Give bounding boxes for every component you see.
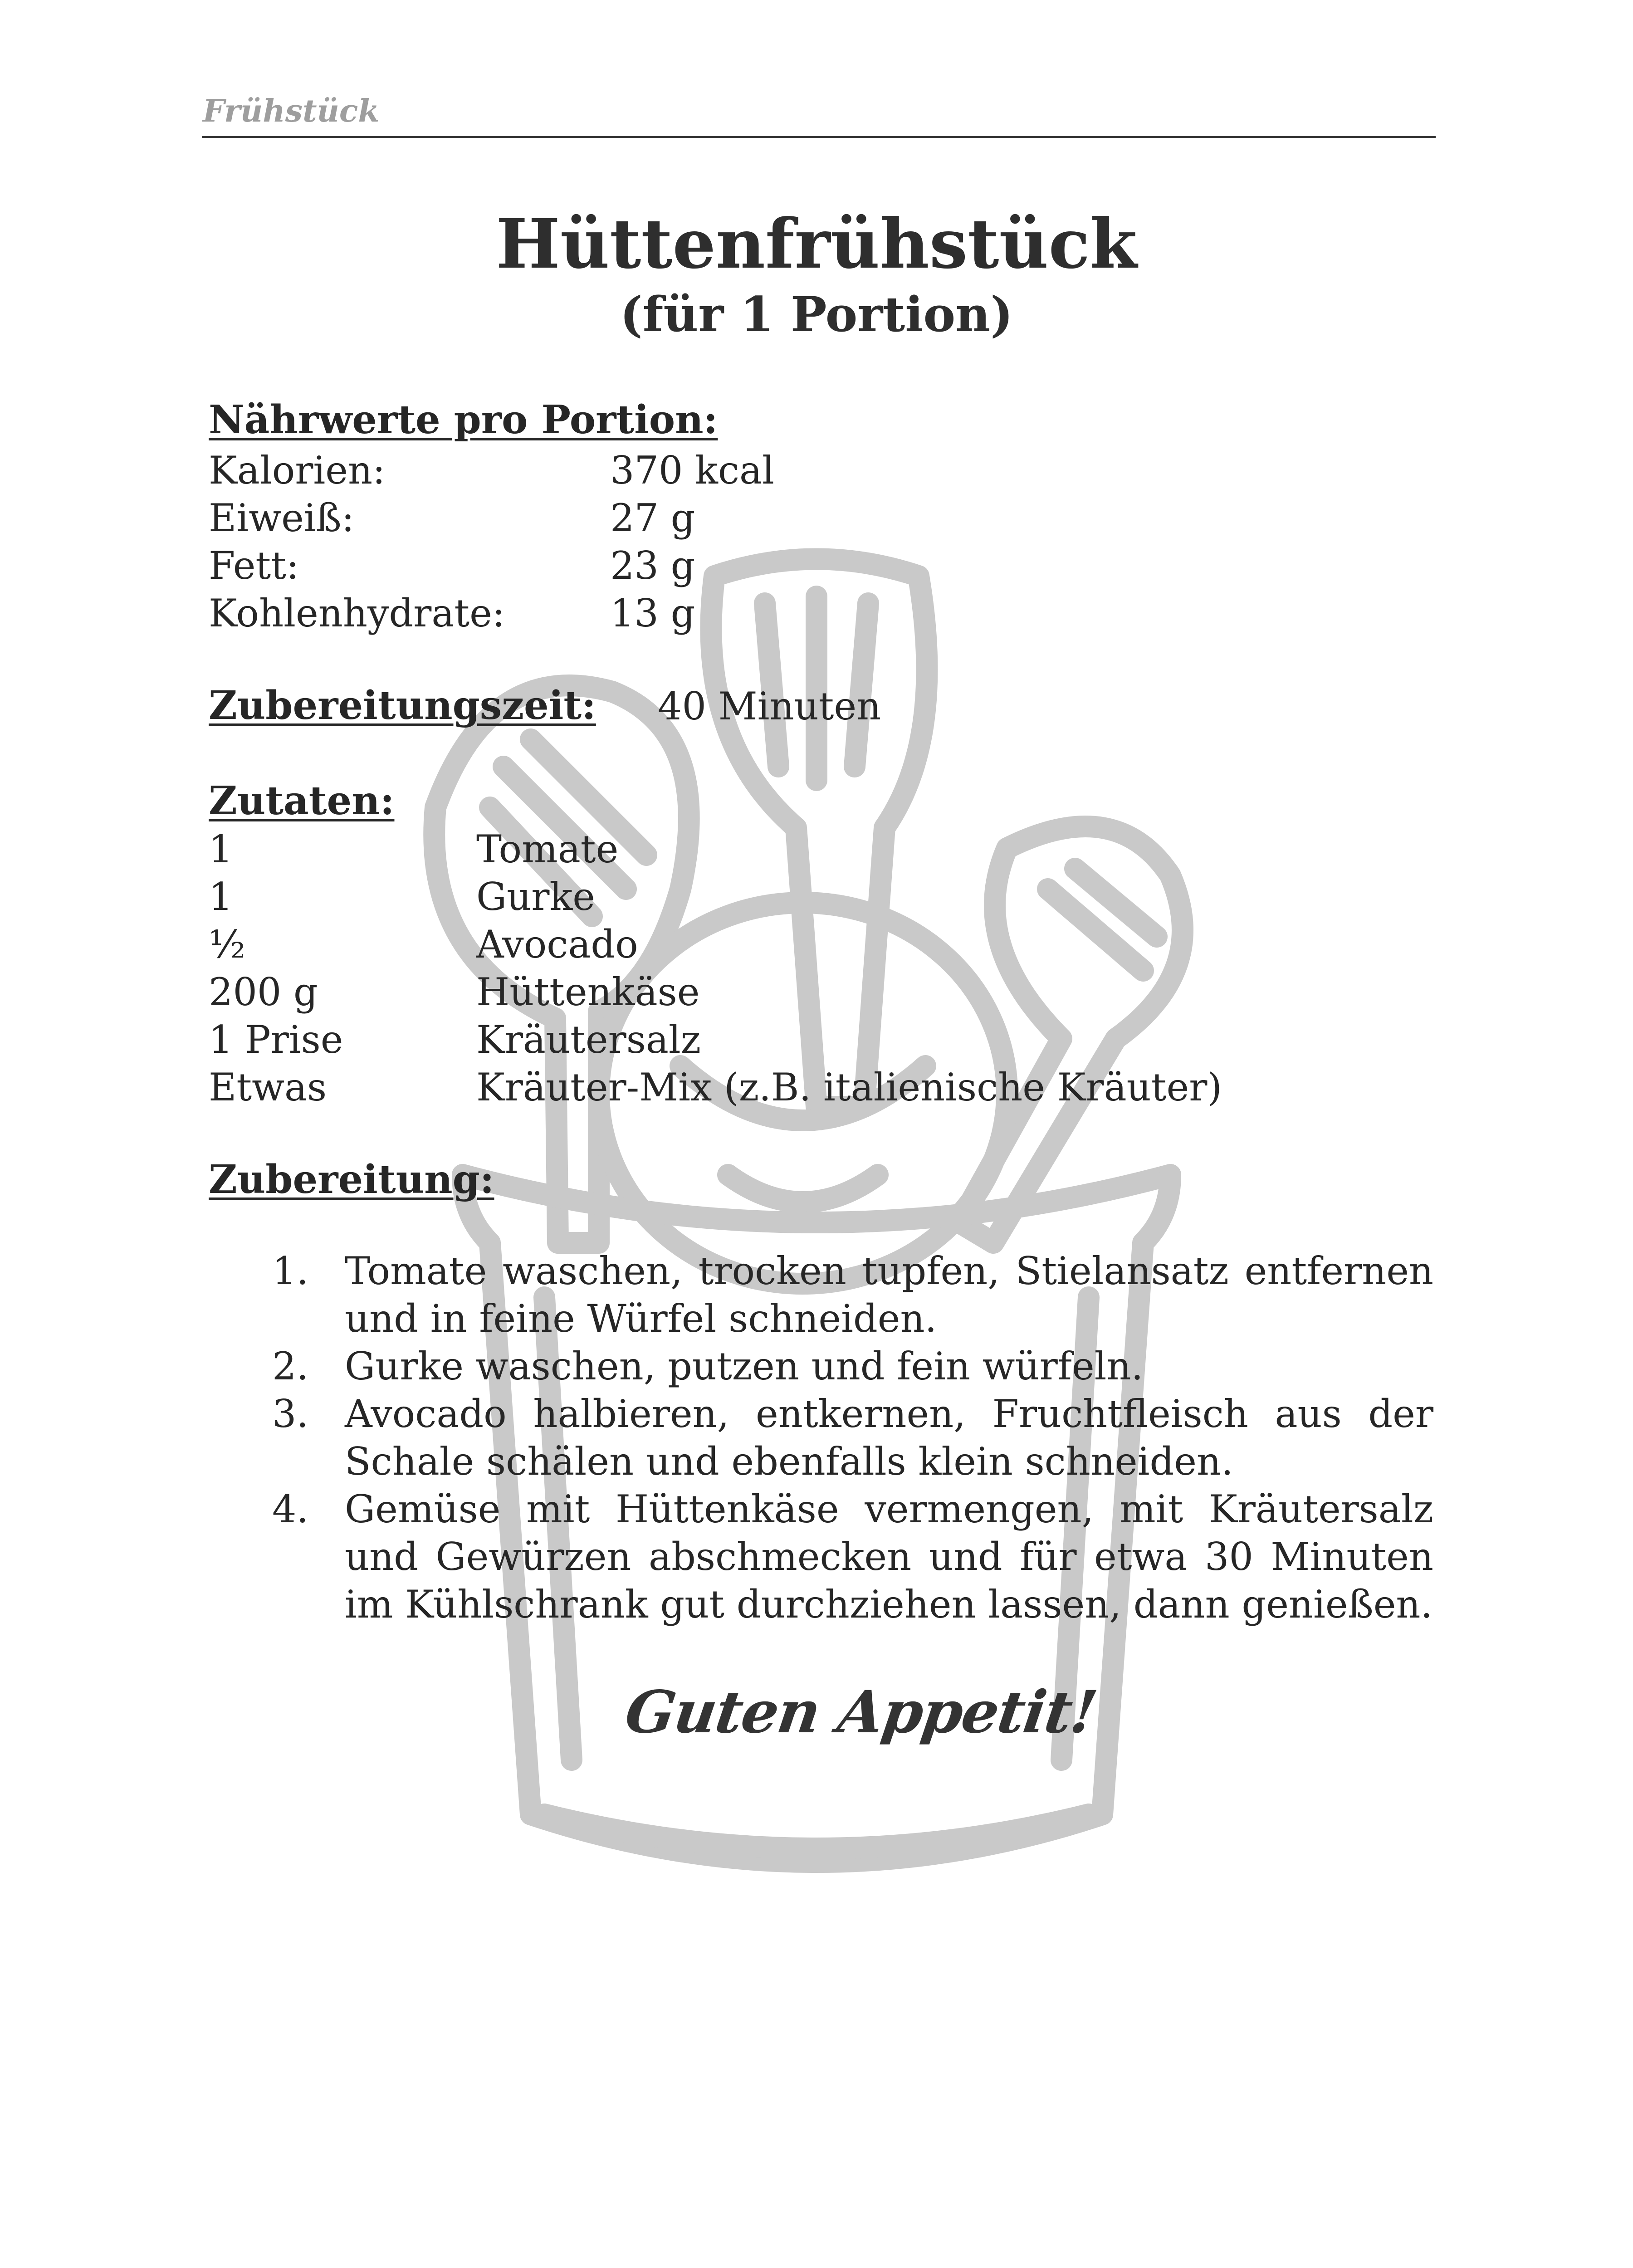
- step-text: Tomate waschen, trocken tupfen, Stielansatz entfernen und in feine Würfel schneiden.: [345, 1249, 1433, 1341]
- ingredient-qty: 1 Prise: [209, 1017, 343, 1062]
- ingredient-name: Kräuter-Mix (z.B. italienische Kräuter): [476, 1065, 1222, 1110]
- ingredient-qty: 1: [209, 875, 233, 919]
- nutrition-value-carbs: 13 g: [610, 591, 695, 635]
- ingredient-name: Kräutersalz: [476, 1017, 701, 1062]
- running-header: Frühstück: [203, 93, 380, 129]
- list-item: [272, 1343, 1433, 1390]
- ingredient-name: Tomate: [476, 827, 619, 871]
- ingredient-name: Gurke: [476, 875, 595, 919]
- preparation-steps: [272, 1247, 1433, 1628]
- nutrition-heading: Nährwerte pro Portion:: [209, 397, 718, 443]
- nutrition-value-calories: 370 kcal: [610, 448, 774, 493]
- ingredient-name: Avocado: [476, 922, 638, 967]
- step-number: 2.: [272, 1344, 309, 1388]
- prep-time-value: 40 Minuten: [658, 684, 881, 728]
- nutrition-label-fat: Fett:: [209, 543, 299, 588]
- step-text: Avocado halbieren, entkernen, Fruchtfleisch aus der Schale schälen und ebenfalls klein schneiden.: [345, 1392, 1433, 1484]
- nutrition-label-carbs: Kohlenhydrate:: [209, 591, 505, 635]
- nutrition-value-protein: 27 g: [610, 496, 695, 540]
- nutrition-label-calories: Kalorien:: [209, 448, 386, 493]
- list-item: [272, 1247, 1433, 1343]
- step-number: 3.: [272, 1392, 309, 1436]
- closing-text: Guten Appetit!: [621, 1678, 1100, 1746]
- step-text: Gurke waschen, putzen und fein würfeln.: [345, 1344, 1144, 1388]
- list-item: [272, 1486, 1433, 1628]
- ingredient-qty: 200 g: [209, 970, 318, 1014]
- ingredient-name: Hüttenkäse: [476, 970, 700, 1014]
- ingredient-qty: Etwas: [209, 1065, 327, 1110]
- header-rule: [202, 136, 1436, 138]
- ingredients-heading: Zutaten:: [209, 778, 395, 824]
- list-item: [272, 1390, 1433, 1486]
- prep-time-heading: Zubereitungszeit:: [209, 683, 596, 728]
- step-text: Gemüse mit Hüttenkäse vermengen, mit Kräutersalz und Gewürzen abschmecken und für etwa 30 Minuten im Kühlschrank gut durchziehen lassen, dann genießen.: [345, 1487, 1433, 1627]
- nutrition-label-protein: Eiweiß:: [209, 496, 355, 540]
- recipe-portion: (für 1 Portion): [620, 286, 1013, 342]
- step-number: 4.: [272, 1487, 309, 1531]
- ingredient-qty: ½: [209, 922, 246, 967]
- nutrition-value-fat: 23 g: [610, 543, 695, 588]
- recipe-title: Hüttenfrühstück: [496, 204, 1137, 284]
- step-number: 1.: [272, 1249, 309, 1293]
- ingredient-qty: 1: [209, 827, 233, 871]
- preparation-heading: Zubereitung:: [209, 1157, 494, 1202]
